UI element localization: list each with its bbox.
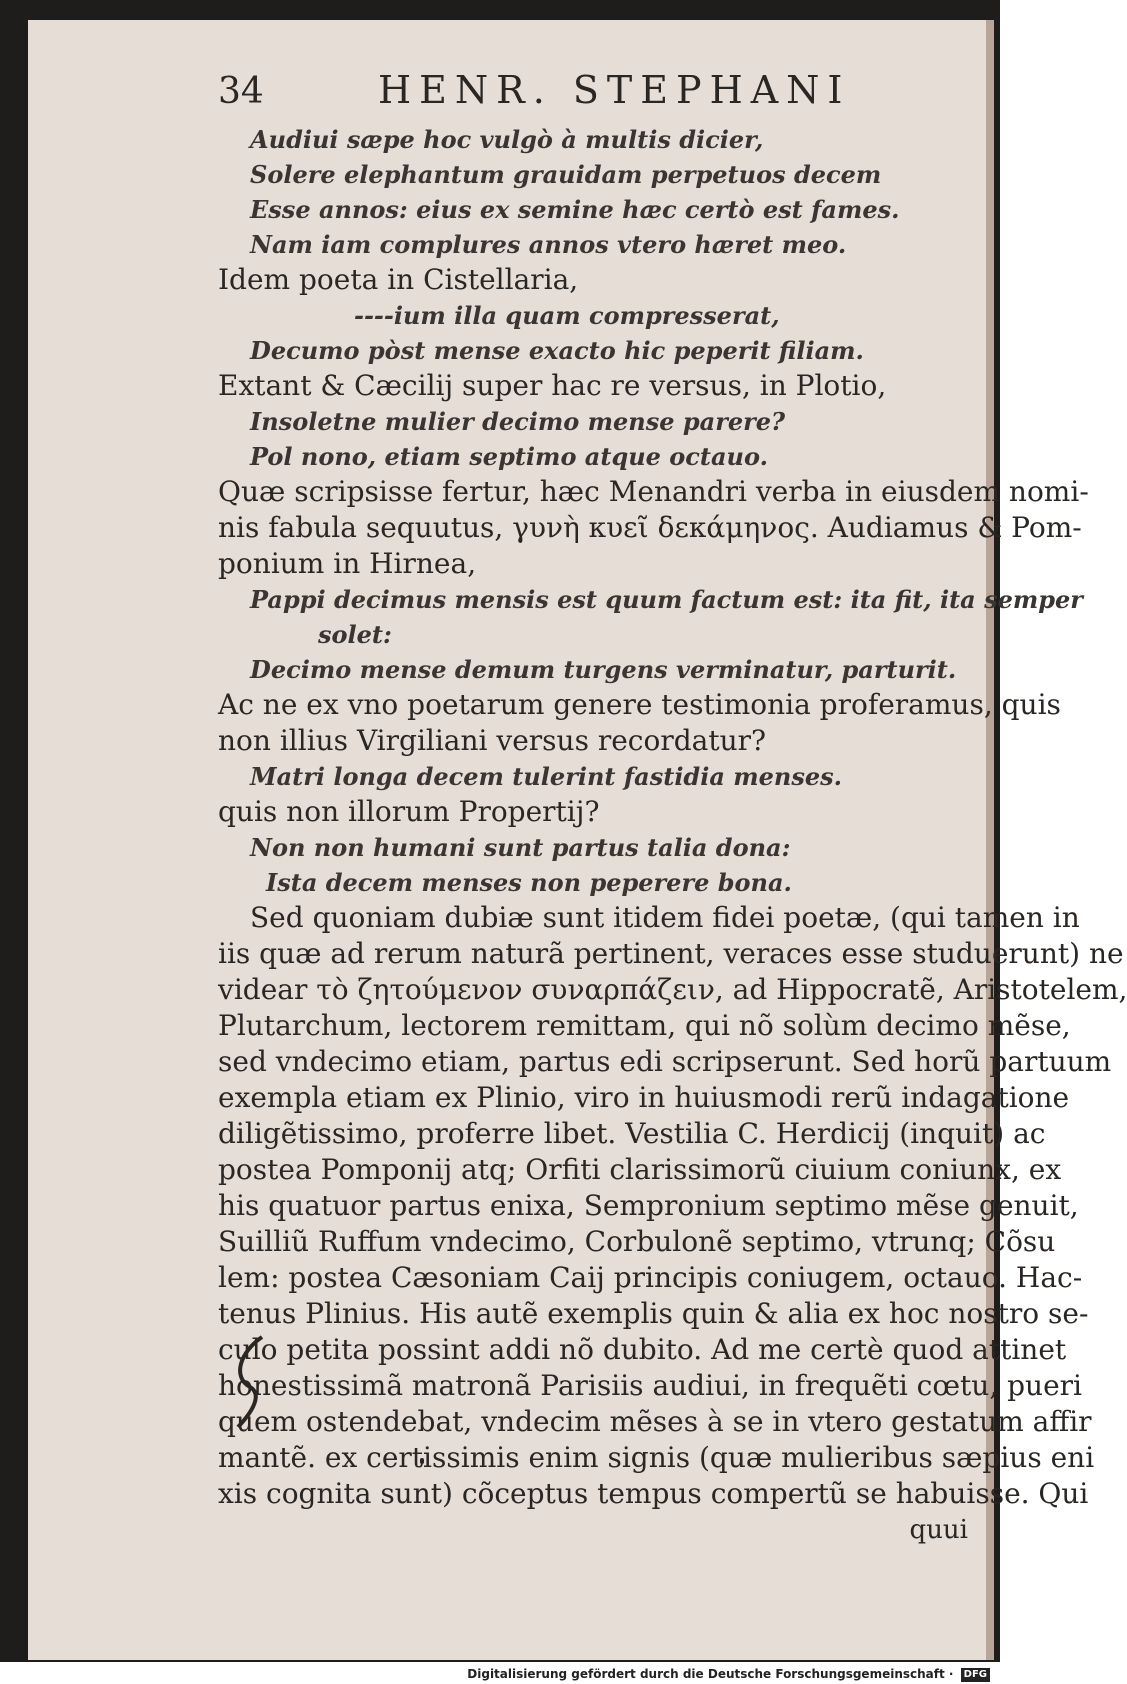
verse-line: Audiui sæpe hoc vulgò à multis dicier,: [250, 125, 764, 154]
verse-line: Ista decem menses non peperere bona.: [266, 868, 792, 897]
prose-line: iis quæ ad rerum naturã pertinent, veraces esse studuerunt) ne: [218, 937, 1124, 970]
prose-line: Idem poeta in Cistellaria,: [218, 263, 579, 296]
verse-line: Decumo pòst mense exacto hic peperit filiam.: [250, 336, 864, 365]
footer-text: Digitalisierung gefördert durch die Deutsche Forschungsgemeinschaft ·: [467, 1667, 954, 1681]
catchword: quui: [909, 1515, 968, 1545]
verse-line: Insoletne mulier decimo mense parere?: [250, 407, 786, 436]
prose-line: quem ostendebat, vndecim mẽses à se in vtero gestatum affir: [218, 1405, 1092, 1438]
running-head: HENR. STEPHANI: [378, 68, 851, 112]
page-text-block: [218, 68, 1127, 1548]
verse-line: Nam iam complures annos vtero hæret meo.: [250, 230, 847, 259]
prose-line: honestissimã matronã Parisiis audiui, in frequẽti cœtu, pueri: [218, 1369, 1082, 1402]
prose-line: quis non illorum Propertij?: [218, 795, 600, 828]
verse-line: solet:: [318, 620, 392, 649]
prose-line: lem: postea Cæsoniam Caij principis coniugem, octauo. Hac-: [218, 1261, 1083, 1294]
verse-line: Esse annos: eius ex semine hæc certò est fames.: [250, 195, 900, 224]
dfg-logo: DFG: [961, 1668, 990, 1682]
prose-line: exempla etiam ex Plinio, viro in huiusmodi rerũ indagatione: [218, 1081, 1070, 1114]
page-number: 34: [218, 71, 264, 112]
prose-line: nis fabula sequutus, γυνὴ κυεῖ δεκάμηνος. Audiamus & Pom-: [218, 511, 1082, 544]
prose-line: Quæ scripsisse fertur, hæc Menandri verba in eiusdem nomi-: [218, 475, 1089, 508]
prose-line: videar τὸ ζητούμενον συναρπάζειν, ad Hippocratẽ, Aristotelem,: [218, 973, 1127, 1006]
prose-line: Extant & Cæcilij super hac re versus, in Plotio,: [218, 369, 887, 402]
verse-line: Pol nono, etiam septimo atque octauo.: [250, 442, 768, 471]
prose-line: Suilliũ Ruffum vndecimo, Corbulonẽ septimo, vtrunq; Cõsu: [218, 1225, 1056, 1258]
prose-line: sed vndecimo etiam, partus edi scripserunt. Sed horũ partuum: [218, 1045, 1112, 1078]
prose-line: culo petita possint addi nõ dubito. Ad me certè quod attinet: [218, 1333, 1067, 1366]
prose-line: postea Pomponij atq; Orfiti clarissimorũ ciuium coniunx, ex: [218, 1153, 1062, 1186]
verse-line: Matri longa decem tulerint fastidia menses.: [250, 762, 842, 791]
prose-line: non illius Virgiliani versus recordatur?: [218, 724, 767, 757]
verse-line: Decimo mense demum turgens verminatur, parturit.: [250, 655, 957, 684]
prose-line: xis cognita sunt) cõceptus tempus compertũ se habuisse. Qui: [218, 1477, 1089, 1510]
prose-line: tenus Plinius. His autẽ exemplis quin & alia ex hoc nostro se-: [218, 1297, 1089, 1330]
prose-line: mantẽ. ex certissimis enim signis (quæ mulieribus sæpius eni: [218, 1441, 1095, 1474]
prose-line: Sed quoniam dubiæ sunt itidem fidei poetæ, (qui tamen in: [250, 901, 1080, 934]
prose-line: ponium in Hirnea,: [218, 547, 477, 580]
verse-line: Pappi decimus mensis est quum factum est: ita fit, ita semper: [250, 585, 1083, 614]
verse-line: Solere elephantum grauidam perpetuos decem: [250, 160, 882, 189]
footer: [0, 1664, 990, 1684]
verse-line: Non non humani sunt partus talia dona:: [250, 833, 791, 862]
prose-line: Plutarchum, lectorem remittam, qui nõ solùm decimo mẽse,: [218, 1009, 1071, 1042]
verse-line: ----ium illa quam compresserat,: [354, 301, 780, 330]
prose-line: his quatuor partus enixa, Sempronium septimo mẽse genuit,: [218, 1189, 1079, 1222]
text-lines: [218, 122, 1127, 1512]
prose-line: Ac ne ex vno poetarum genere testimonia proferamus, quis: [218, 688, 1061, 721]
page-header: [218, 68, 978, 122]
prose-line: diligẽtissimo, proferre libet. Vestilia C. Herdicij (inquit) ac: [218, 1117, 1046, 1150]
